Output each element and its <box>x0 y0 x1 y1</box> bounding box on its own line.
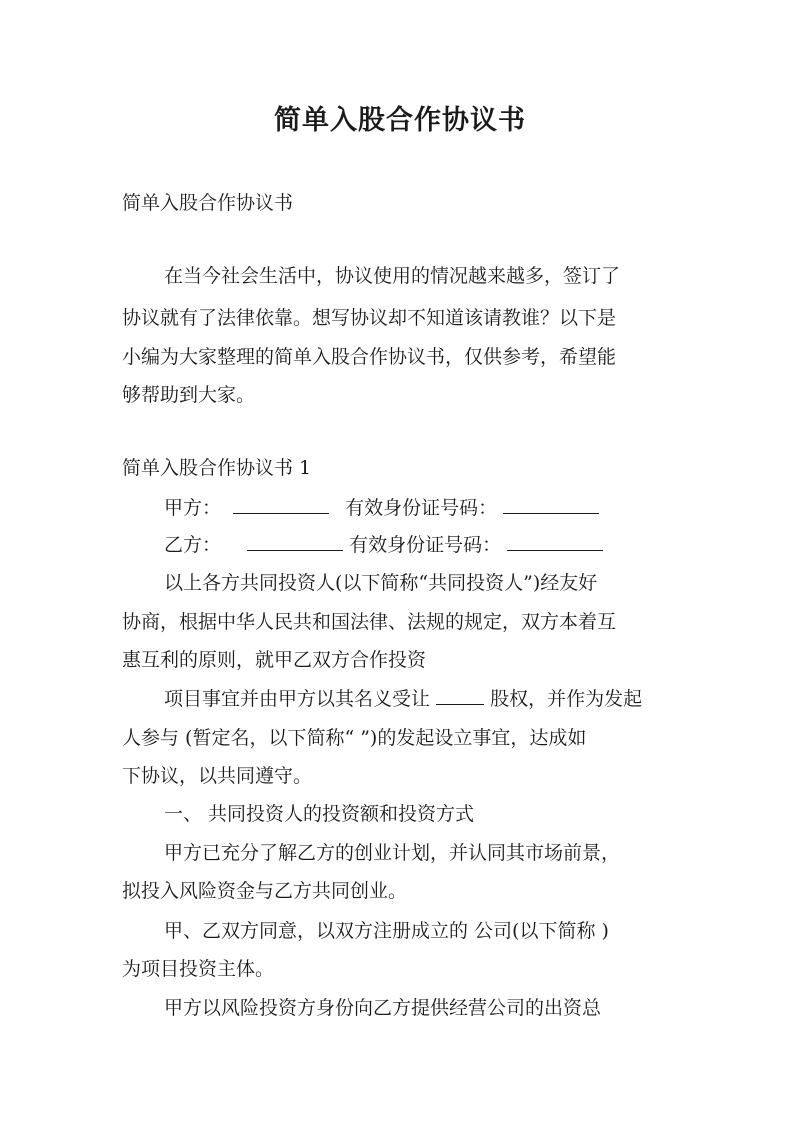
para4-line-1: 甲、乙双方同意，以双方注册成立的 公司(以下简称 ) <box>164 920 609 942</box>
equity-blank <box>436 686 484 705</box>
clause1-heading: 一、 共同投资人的投资额和投资方式 <box>164 803 475 825</box>
para2-line1-after: 股权，并作为发起 <box>490 688 643 710</box>
para2-line-1 <box>164 686 642 712</box>
para2-line1-before: 项目事宜并由甲方以其名义受让 <box>164 688 431 710</box>
para1-line-2: 协商，根据中华人民共和国法律、法规的规定，双方本着互 <box>122 611 617 633</box>
intro-line-3: 小编为大家整理的简单入股合作协议书，仅供参考，希望能 <box>122 346 617 368</box>
party-b-id-label: 有效身份证号码： <box>349 534 502 556</box>
party-a-label: 甲方： <box>164 497 222 519</box>
para4-line-2: 为项目投资主体。 <box>122 958 275 980</box>
para2-line-2: 人参与 (暂定名，以下简称“ ”)的发起设立事宜，达成如 <box>122 727 587 749</box>
section-heading: 简单入股合作协议书 1 <box>122 457 312 479</box>
party-b-label: 乙方： <box>164 534 222 556</box>
party-a-id-blank <box>503 495 599 514</box>
party-a-id-label: 有效身份证号码： <box>345 497 498 519</box>
para5-line-1: 甲方以风险投资方身份向乙方提供经营公司的出资总 <box>164 997 602 1019</box>
para3-line-1: 甲方已充分了解乙方的创业计划，并认同其市场前景， <box>164 842 621 864</box>
document-title: 简单入股合作协议书 <box>274 105 526 136</box>
para1-line-3: 惠互利的原则，就甲乙双方合作投资 <box>122 649 427 671</box>
document-subtitle: 简单入股合作协议书 <box>122 192 294 214</box>
para3-line-2: 拟投入风险资金与乙方共同创业。 <box>122 880 408 902</box>
party-a-name-blank <box>233 495 329 514</box>
para1-line-1: 以上各方共同投资人(以下简称“共同投资人”)经友好 <box>164 572 598 594</box>
intro-line-1: 在当今社会生活中，协议使用的情况越来越多，签订了 <box>164 265 621 287</box>
party-b-name-blank <box>247 532 343 551</box>
party-a-line <box>164 495 599 521</box>
party-b-id-blank <box>507 532 603 551</box>
intro-line-4: 够帮助到大家。 <box>122 384 256 406</box>
para2-line-3: 下协议，以共同遵守。 <box>122 765 313 787</box>
intro-line-2: 协议就有了法律依靠。想写协议却不知道该请教谁？以下是 <box>122 307 617 329</box>
party-b-line <box>164 532 603 558</box>
